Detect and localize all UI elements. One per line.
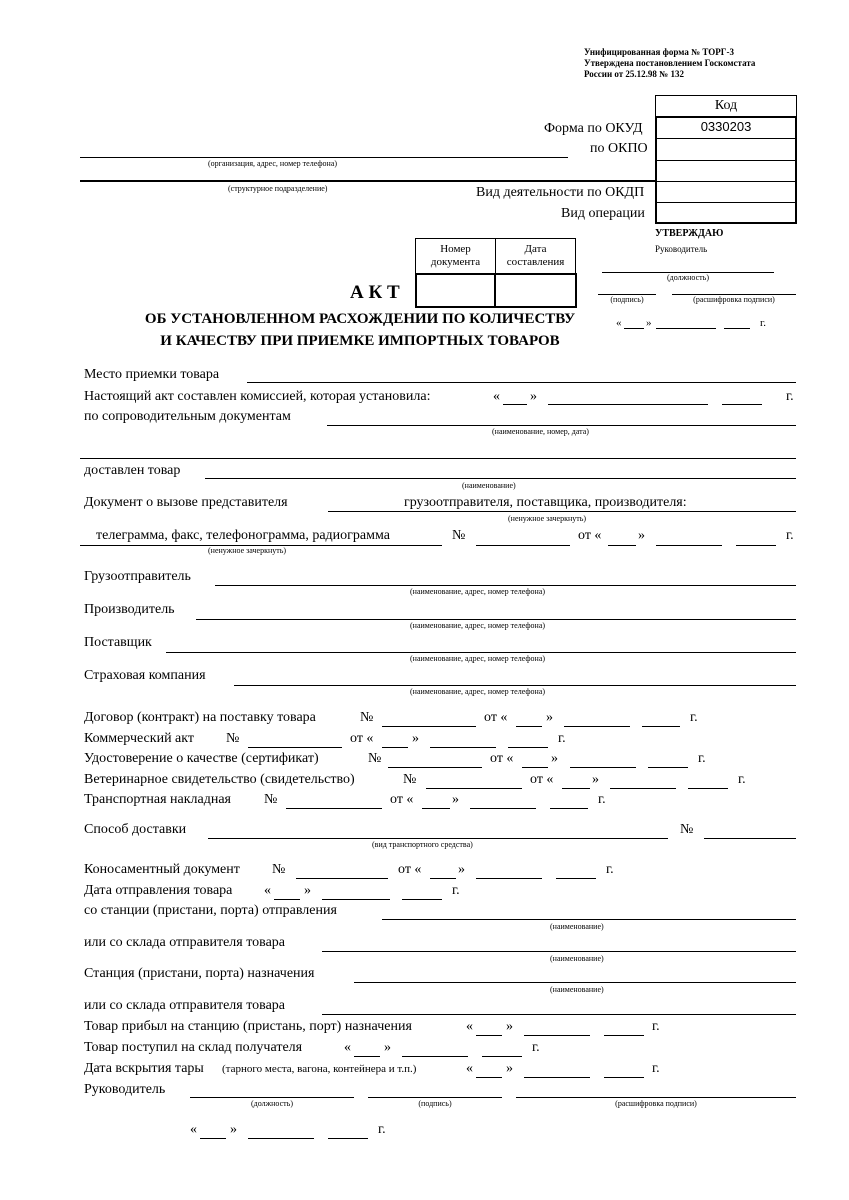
okdp-label: Вид деятельности по ОКДП (476, 185, 645, 200)
delivered-line[interactable] (205, 478, 796, 479)
head-decoding-line[interactable] (516, 1097, 796, 1098)
waybill-day-line[interactable] (422, 808, 450, 809)
quality-cert-day-line[interactable] (522, 767, 548, 768)
vet-cert-year-line[interactable] (688, 788, 728, 789)
contract-quote-close: » (546, 710, 553, 725)
accompanying-line-2[interactable] (80, 458, 796, 459)
approve-date-close: » (646, 317, 652, 329)
ship-year-line[interactable] (402, 899, 442, 900)
arrived-day-line[interactable] (476, 1035, 502, 1036)
commission-month-line[interactable] (548, 404, 708, 405)
call-day-line[interactable] (608, 545, 636, 546)
commission-date-open: « (493, 389, 500, 404)
arrived-year-label: г. (652, 1019, 660, 1034)
ship-date-open: « (264, 883, 271, 898)
commercial-act-label: Коммерческий акт (84, 731, 195, 746)
bill-of-lading-year-line[interactable] (556, 878, 596, 879)
delivery-number-sign: № (680, 822, 694, 837)
vet-cert-number-line[interactable] (426, 788, 522, 789)
shipper-caption: (наименование, адрес, номер телефона) (410, 587, 546, 596)
quality-cert-month-line[interactable] (570, 767, 636, 768)
head-position-caption: (должность) (251, 1099, 293, 1108)
approve-position-caption: (должность) (667, 273, 709, 282)
waybill-month-line[interactable] (470, 808, 536, 809)
form-header-line1: Унифицированная форма № ТОРГ-3 (584, 47, 734, 57)
department-caption: (структурное подразделение) (228, 184, 328, 193)
bill-of-lading-number-line[interactable] (296, 878, 388, 879)
vet-cert-label: Ветеринарное свидетельство (свидетельство) (84, 772, 355, 787)
delivery-method-line[interactable] (208, 838, 668, 839)
okud-code-value[interactable]: 0330203 (700, 119, 752, 134)
waybill-from-label: от « (390, 792, 414, 807)
delivered-caption: (наименование) (462, 481, 516, 490)
arrived-month-line[interactable] (524, 1035, 590, 1036)
contract-from-label: от « (484, 710, 508, 725)
waybill-year-label: г. (598, 792, 606, 807)
received-wh-open: « (344, 1040, 351, 1055)
doc-date-header-cell (495, 238, 576, 274)
from-station-line[interactable] (382, 919, 796, 920)
commission-year-line[interactable] (722, 404, 762, 405)
received-wh-label: Товар поступил на склад получателя (84, 1040, 303, 1055)
act-title: А К Т (350, 282, 400, 303)
quality-cert-year-line[interactable] (648, 767, 688, 768)
head-signature-line[interactable] (368, 1097, 502, 1098)
head-position-line[interactable] (190, 1097, 354, 1098)
producer-line[interactable] (196, 619, 796, 620)
approve-decoding-caption: (расшифровка подписи) (693, 295, 775, 304)
place-label: Место приемки товара (84, 367, 220, 382)
call-number-line[interactable] (476, 545, 570, 546)
call-from-label: от « (578, 528, 602, 543)
final-day-line[interactable] (200, 1138, 226, 1139)
quality-cert-from-label: от « (490, 751, 514, 766)
call-types-text[interactable]: телеграмма, факс, телефонограмма, радиограмма (96, 528, 390, 543)
vet-cert-quote-close: » (592, 772, 599, 787)
from-warehouse-label: или со склада отправителя товара (84, 935, 286, 950)
opening-close: » (506, 1061, 513, 1076)
commercial-act-year-line[interactable] (508, 747, 548, 748)
opening-open: « (466, 1061, 473, 1076)
supplier-label: Поставщик (84, 635, 152, 650)
ship-day-line[interactable] (274, 899, 300, 900)
vet-cert-year-label: г. (738, 772, 746, 787)
approve-year-line[interactable] (724, 328, 750, 329)
contract-number-sign: № (360, 710, 374, 725)
head-signature-caption: (подпись) (418, 1099, 452, 1108)
contract-number-line[interactable] (382, 726, 476, 727)
bill-of-lading-label: Коносаментный документ (84, 862, 240, 877)
approve-date-open: « (616, 317, 622, 329)
ship-year-label: г. (452, 883, 460, 898)
dest-station-caption: (наименование) (550, 985, 604, 994)
waybill-number-sign: № (264, 792, 278, 807)
quality-cert-quote-close: » (551, 751, 558, 766)
bill-of-lading-month-line[interactable] (476, 878, 542, 879)
contract-year-label: г. (690, 710, 698, 725)
contract-month-line[interactable] (564, 726, 630, 727)
shipper-line[interactable] (215, 585, 796, 586)
bill-of-lading-day-line[interactable] (430, 878, 456, 879)
shipper-label: Грузоотправитель (84, 569, 191, 584)
okud-label: Форма по ОКУД (544, 121, 643, 136)
final-month-line[interactable] (248, 1138, 314, 1139)
contract-year-line[interactable] (642, 726, 680, 727)
producer-label: Производитель (84, 602, 175, 617)
bill-of-lading-number-sign: № (272, 862, 286, 877)
bill-of-lading-from-label: от « (398, 862, 422, 877)
insurer-caption: (наименование, адрес, номер телефона) (410, 687, 546, 696)
organization-caption: (организация, адрес, номер телефона) (208, 159, 338, 168)
ship-month-line[interactable] (322, 899, 390, 900)
opening-date-label: Дата вскрытия тары (84, 1061, 204, 1076)
arrived-close: » (506, 1019, 513, 1034)
opening-date-note: (тарного места, вагона, контейнера и т.п.) (222, 1063, 417, 1075)
head-label: Руководитель (84, 1082, 166, 1097)
received-wh-month-line[interactable] (402, 1056, 468, 1057)
quality-cert-year-label: г. (698, 751, 706, 766)
opening-day-line[interactable] (476, 1077, 502, 1078)
doc-date-input[interactable] (494, 273, 577, 308)
received-wh-year-line[interactable] (482, 1056, 522, 1057)
vet-cert-day-line[interactable] (562, 788, 590, 789)
delivered-label: доставлен товар (84, 463, 181, 478)
act-subtitle-line1: ОБ УСТАНОВЛЕННОМ РАСХОЖДЕНИИ ПО КОЛИЧЕСТВУ (144, 311, 576, 327)
contract-day-line[interactable] (516, 726, 542, 727)
from-warehouse-line[interactable] (322, 951, 796, 952)
insurer-line[interactable] (234, 685, 796, 686)
dest-station-label: Станция (пристани, порта) назначения (84, 966, 315, 981)
accompanying-label: по сопроводительным документам (84, 409, 291, 424)
supplier-caption: (наименование, адрес, номер телефона) (410, 654, 546, 663)
doc-date-header: Дата составления (506, 243, 565, 268)
dest-warehouse-line[interactable] (322, 1014, 796, 1015)
doc-number-header: Номер документа (430, 243, 481, 268)
arrived-label: Товар прибыл на станцию (пристань, порт) назначения (84, 1019, 412, 1034)
department-line[interactable] (80, 180, 655, 182)
commission-date-close: » (530, 389, 537, 404)
call-parties-caption: (ненужное зачеркнуть) (508, 514, 587, 523)
call-year-line[interactable] (736, 545, 776, 546)
commercial-act-month-line[interactable] (430, 747, 496, 748)
act-subtitle-line2: И КАЧЕСТВУ ПРИ ПРИЕМКЕ ИМПОРТНЫХ ТОВАРОВ (160, 333, 560, 349)
bill-of-lading-quote-close: » (458, 862, 465, 877)
call-quote-close: » (638, 528, 645, 543)
waybill-year-line[interactable] (550, 808, 588, 809)
approve-signature-caption: (подпись) (610, 295, 644, 304)
commission-year-label: г. (786, 389, 794, 404)
quality-cert-number-sign: № (368, 751, 382, 766)
call-year-label: г. (786, 528, 794, 543)
dest-warehouse-label: или со склада отправителя товара (84, 998, 286, 1013)
arrived-open: « (466, 1019, 473, 1034)
producer-caption: (наименование, адрес, номер телефона) (410, 621, 546, 630)
commercial-act-year-label: г. (558, 731, 566, 746)
dest-station-line[interactable] (354, 982, 796, 983)
doc-number-input[interactable] (415, 273, 496, 308)
waybill-quote-close: » (452, 792, 459, 807)
received-wh-day-line[interactable] (354, 1056, 380, 1057)
accompanying-line[interactable] (327, 425, 796, 426)
call-doc-label: Документ о вызове представителя (84, 495, 288, 510)
opening-year-label: г. (652, 1061, 660, 1076)
waybill-label: Транспортная накладная (84, 792, 231, 807)
received-wh-year-label: г. (532, 1040, 540, 1055)
from-warehouse-caption: (наименование) (550, 954, 604, 963)
quality-cert-number-line[interactable] (388, 767, 482, 768)
opening-month-line[interactable] (524, 1077, 590, 1078)
from-station-label: со станции (пристани, порта) отправления (84, 903, 337, 918)
approve-label: УТВЕРЖДАЮ (655, 228, 724, 239)
approve-head-label: Руководитель (655, 244, 708, 254)
approve-year-label: г. (760, 317, 767, 329)
received-wh-close: » (384, 1040, 391, 1055)
final-date-close: » (230, 1122, 237, 1137)
arrived-year-line[interactable] (604, 1035, 644, 1036)
accompanying-caption: (наименование, номер, дата) (492, 427, 589, 436)
doc-number-header-cell (415, 238, 496, 274)
commercial-act-quote-close: » (412, 731, 419, 746)
final-year-line[interactable] (328, 1138, 368, 1139)
form-header-line2: Утверждена постановлением Госкомстата (584, 58, 756, 68)
call-number-sign: № (452, 528, 466, 543)
from-station-caption: (наименование) (550, 922, 604, 931)
vet-cert-number-sign: № (403, 772, 417, 787)
vet-cert-from-label: от « (530, 772, 554, 787)
commercial-act-from-label: от « (350, 731, 374, 746)
ship-date-close: » (304, 883, 311, 898)
approve-month-line[interactable] (656, 328, 716, 329)
final-date-open: « (190, 1122, 197, 1137)
delivery-method-label: Способ доставки (84, 822, 187, 837)
insurer-label: Страховая компания (84, 668, 206, 683)
form-header-line3: России от 25.12.98 № 132 (584, 69, 684, 79)
approve-day-line[interactable] (624, 328, 644, 329)
call-month-line[interactable] (656, 545, 722, 546)
operation-label: Вид операции (561, 206, 645, 221)
organization-line[interactable] (80, 157, 568, 158)
commission-label: Настоящий акт составлен комиссией, которая установила: (84, 389, 431, 404)
contract-label: Договор (контракт) на поставку товара (84, 710, 316, 725)
commercial-act-number-sign: № (226, 731, 240, 746)
commission-day-line[interactable] (503, 404, 527, 405)
place-line[interactable] (247, 382, 796, 383)
vet-cert-month-line[interactable] (610, 788, 676, 789)
ship-date-label: Дата отправления товара (84, 883, 233, 898)
bill-of-lading-year-label: г. (606, 862, 614, 877)
commercial-act-number-line[interactable] (248, 747, 342, 748)
call-parties-text[interactable]: грузоотправителя, поставщика, производителя: (404, 495, 687, 510)
supplier-line[interactable] (166, 652, 796, 653)
okpo-label: по ОКПО (590, 141, 648, 156)
delivery-number-line[interactable] (704, 838, 796, 839)
waybill-number-line[interactable] (286, 808, 382, 809)
delivery-method-caption: (вид транспортного средства) (372, 840, 473, 849)
commercial-act-day-line[interactable] (382, 747, 408, 748)
final-year-label: г. (378, 1122, 386, 1137)
head-decoding-caption: (расшифровка подписи) (615, 1099, 697, 1108)
quality-cert-label: Удостоверение о качестве (сертификат) (84, 751, 319, 766)
code-header-cell (655, 95, 797, 117)
code-header: Код (714, 98, 738, 113)
call-types-caption: (ненужное зачеркнуть) (208, 546, 287, 555)
opening-year-line[interactable] (604, 1077, 644, 1078)
